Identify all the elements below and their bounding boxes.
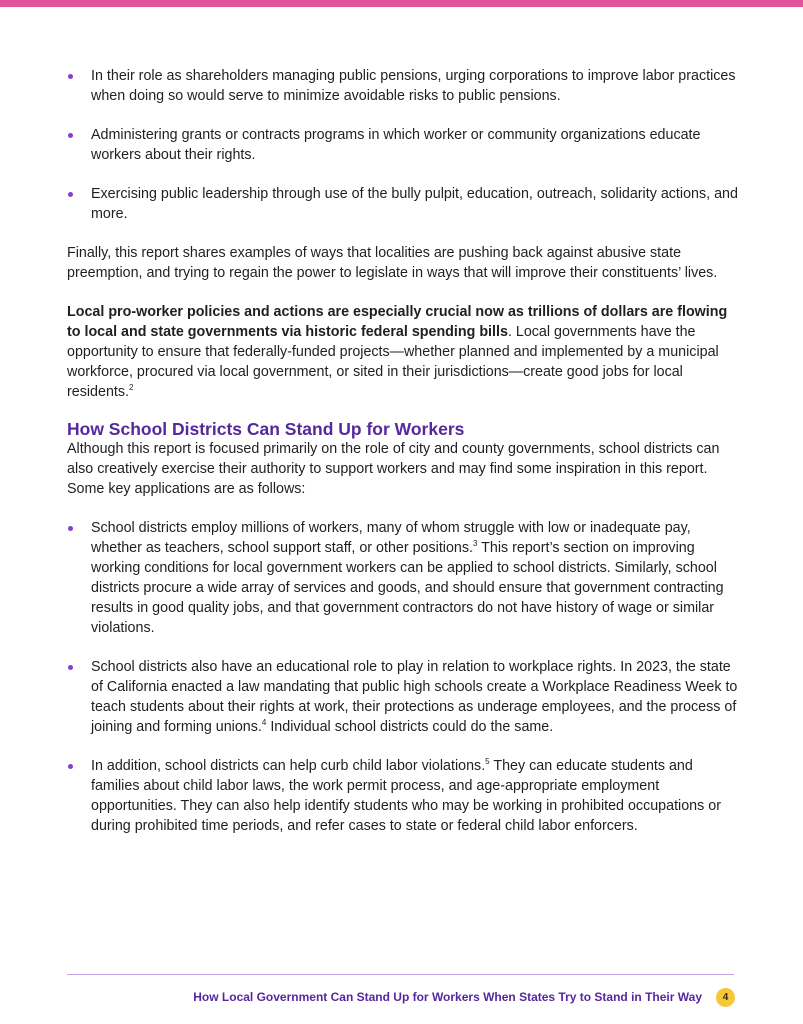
- school-bullet-list: [67, 518, 739, 836]
- list-item: [67, 657, 739, 737]
- section-heading: How School Districts Can Stand Up for Workers: [67, 419, 465, 439]
- top-bullet-list: [67, 66, 739, 224]
- list-item: [67, 184, 739, 224]
- bullet-dot-icon: [68, 665, 73, 670]
- bullet-dot-icon: [68, 74, 73, 79]
- list-item: [67, 518, 739, 638]
- list-item-text: School districts also have an educational role to play in relation to workplace rights. In 2023, the state of California enacted a law mandating that public high schools create a Workplace Readiness Week to teach students about their rights at work, their protections as underage employees, and the process of joining and forming unions.: [91, 659, 738, 735]
- paragraph-finally: Finally, this report shares examples of ways that localities are pushing back against abusive state preemption, and trying to regain the power to legislate in ways that will improve their constituents’ lives.: [67, 245, 718, 281]
- list-item-text: In addition, school districts can help curb child labor violations.: [91, 758, 486, 774]
- list-item-text: Administering grants or contracts programs in which worker or community organizations educate workers about their rights.: [91, 127, 701, 163]
- paragraph-local-pro-worker: [67, 302, 739, 402]
- list-item: [67, 125, 739, 165]
- bullet-dot-icon: [68, 526, 73, 531]
- footer-title: How Local Government Can Stand Up for Workers When States Try to Stand in Their Way: [193, 990, 702, 1004]
- page-number-badge: 4: [716, 988, 735, 1007]
- list-item-text-cont: Individual school districts could do the same.: [266, 719, 554, 735]
- bullet-dot-icon: [68, 133, 73, 138]
- top-accent-bar: [0, 0, 803, 7]
- list-item-text: In their role as shareholders managing public pensions, urging corporations to improve labor practices when doing so would serve to minimize avoidable risks to public pensions.: [91, 68, 736, 104]
- footer-divider: [67, 974, 734, 975]
- list-item-text: School districts employ millions of workers, many of whom struggle with low or inadequate pay, whether as teachers, school support staff, or other positions.: [91, 520, 691, 556]
- list-item: [67, 756, 739, 836]
- footnote-ref[interactable]: 3: [473, 539, 478, 548]
- bullet-dot-icon: [68, 192, 73, 197]
- list-item-text-cont: This report’s section on improving working conditions for local government workers can be applied to school districts. Similarly, school districts procure a wide array of services and goods, and should ensure that government contracting results in good quality jobs, and that government contractors do not have history of wage or similar violations.: [91, 540, 724, 636]
- list-item-text-cont: They can educate students and families about child labor laws, the work permit process, and age-appropriate employment opportunities. They can also help identify students who may be working in prohibited occupations or during prohibited time periods, and refer cases to state or federal child labor enforcers.: [91, 758, 721, 834]
- paragraph-body: . Local governments have the opportunity to ensure that federally-funded projects—whether planned and implemented by a municipal workforce, procured via local government, or sited in their jurisdictions—create good jobs for local residents.: [67, 324, 719, 400]
- paragraph-bold-lead: Local pro-worker policies and actions are especially crucial now as trillions of dollars are flowing to local and state governments via historic federal spending bills: [67, 304, 728, 340]
- section-intro: Although this report is focused primarily on the role of city and county governments, school districts can also creatively exercise their authority to support workers and may find some inspiration in this report. Some key applications are as follows:: [67, 441, 720, 497]
- list-item-text: Exercising public leadership through use of the bully pulpit, education, outreach, solidarity actions, and more.: [91, 186, 738, 222]
- page-body: [67, 66, 739, 855]
- list-item: [67, 66, 739, 106]
- footnote-ref[interactable]: 2: [128, 383, 134, 392]
- footnote-ref[interactable]: 4: [261, 718, 267, 727]
- bullet-dot-icon: [68, 764, 73, 769]
- footnote-ref[interactable]: 5: [485, 757, 490, 766]
